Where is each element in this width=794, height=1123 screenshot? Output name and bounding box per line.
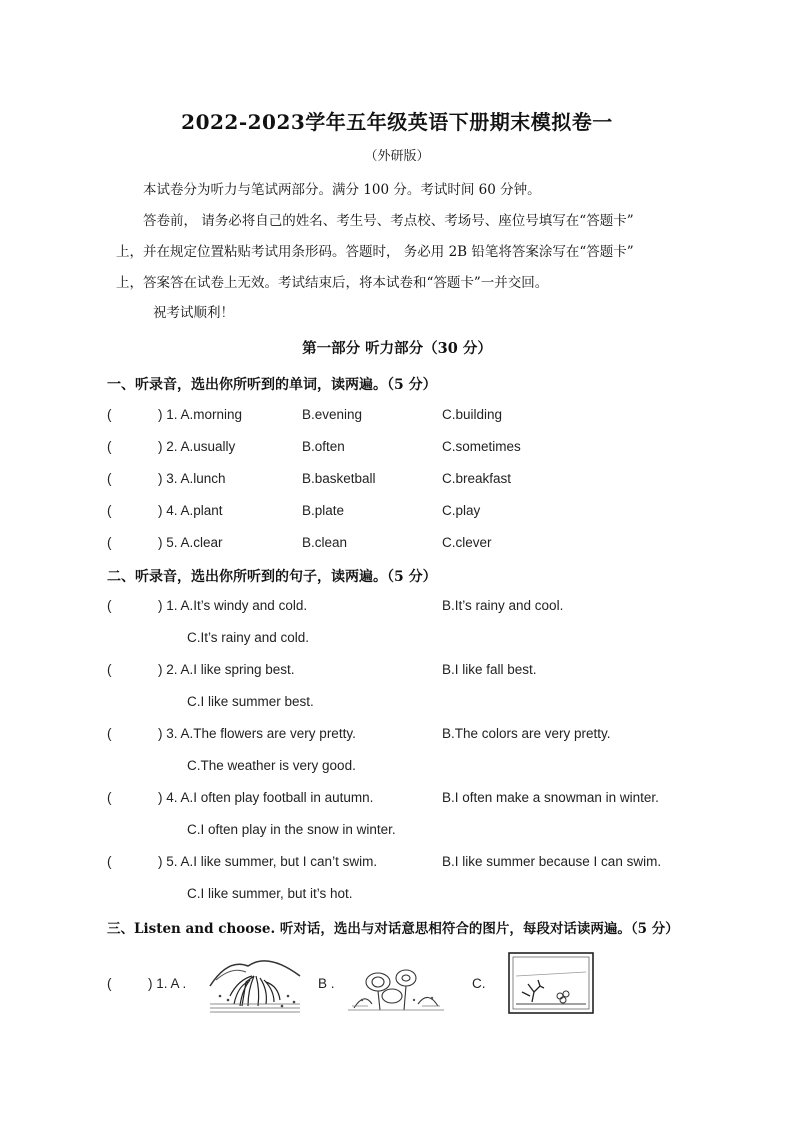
option-c: C.The weather is very good. bbox=[187, 758, 356, 773]
option-b: B.plate bbox=[302, 503, 345, 518]
option-c: C.breakfast bbox=[442, 471, 512, 486]
picture-option-b-label: B . bbox=[318, 976, 335, 991]
spring-willow-picture[interactable] bbox=[208, 946, 302, 1016]
option-c: C.building bbox=[442, 407, 503, 422]
picture-option-a-label: ) 1. A . bbox=[148, 976, 187, 991]
section-3-heading: 三、Listen and choose. 听对话，选出与对话意思相符合的图片，每段对话读两遍。（5 分） bbox=[107, 921, 679, 937]
exam-title: 2022-2023学年五年级英语下册期末模拟卷一 bbox=[181, 110, 613, 134]
option-a: ) 3. A.lunch bbox=[158, 471, 226, 486]
option-a: ) 5. A.clear bbox=[158, 535, 223, 550]
option-a: ) 4. A.I often play football in autumn. bbox=[158, 790, 374, 805]
option-b: B.I like summer because I can swim. bbox=[442, 854, 662, 869]
flowers-picture[interactable] bbox=[348, 960, 444, 1012]
answer-paren[interactable]: ( bbox=[107, 790, 112, 805]
option-b: B.I often make a snowman in winter. bbox=[442, 790, 659, 805]
answer-paren[interactable]: ( bbox=[107, 503, 112, 518]
option-a: ) 1. A.morning bbox=[158, 407, 243, 422]
section-1-heading: 一、听录音，选出你所听到的单词，读两遍。（5 分） bbox=[107, 377, 437, 393]
option-c: C.clever bbox=[442, 535, 492, 550]
option-c: C.I like summer, but it’s hot. bbox=[187, 886, 353, 901]
intro-line-3: 上，并在规定位置粘贴考试用条形码。答题时， 务必用 2B 铅笔将答案涂写在“答题卡” bbox=[116, 244, 634, 260]
answer-paren[interactable]: ( bbox=[107, 726, 112, 741]
option-c: C.I often play in the snow in winter. bbox=[187, 822, 396, 837]
option-a: ) 4. A.plant bbox=[158, 503, 223, 518]
option-b: B.clean bbox=[302, 535, 348, 550]
option-a: ) 5. A.I like summer, but I can’t swim. bbox=[158, 854, 378, 869]
answer-paren[interactable]: ( bbox=[107, 976, 112, 991]
good-luck-text: 祝考试顺利！ bbox=[153, 305, 234, 321]
answer-paren[interactable]: ( bbox=[107, 598, 112, 613]
option-c: C.It’s rainy and cold. bbox=[187, 630, 310, 645]
option-a: ) 2. A.usually bbox=[158, 439, 236, 454]
option-b: B.often bbox=[302, 439, 345, 454]
picture-option-c-label: C. bbox=[472, 976, 486, 991]
option-b: B.basketball bbox=[302, 471, 376, 486]
option-b: B.The colors are very pretty. bbox=[442, 726, 611, 741]
option-a: ) 1. A.It’s windy and cold. bbox=[158, 598, 308, 613]
edition-label: （外研版） bbox=[364, 149, 430, 164]
intro-line-1: 本试卷分为听力与笔试两部分。满分 100 分。考试时间 60 分钟。 bbox=[143, 182, 541, 198]
option-c: C.play bbox=[442, 503, 481, 518]
winter-tree-picture[interactable] bbox=[508, 952, 594, 1014]
answer-paren[interactable]: ( bbox=[107, 439, 112, 454]
part-one-heading: 第一部分 听力部分（30 分） bbox=[302, 340, 492, 357]
answer-paren[interactable]: ( bbox=[107, 407, 112, 422]
section-2-heading: 二、听录音，选出你所听到的句子，读两遍。（5 分） bbox=[107, 569, 437, 585]
answer-paren[interactable]: ( bbox=[107, 854, 112, 869]
option-c: C.I like summer best. bbox=[187, 694, 314, 709]
answer-paren[interactable]: ( bbox=[107, 471, 112, 486]
answer-paren[interactable]: ( bbox=[107, 662, 112, 677]
option-b: B.evening bbox=[302, 407, 363, 422]
answer-paren[interactable]: ( bbox=[107, 535, 112, 550]
intro-line-4: 上，答案答在试卷上无效。考试结束后，将本试卷和“答题卡”一并交回。 bbox=[116, 275, 549, 291]
intro-line-2: 答卷前， 请务必将自己的姓名、考生号、考点校、考场号、座位号填写在“答题卡” bbox=[143, 213, 634, 229]
option-c: C.sometimes bbox=[442, 439, 521, 454]
option-a: ) 2. A.I like spring best. bbox=[158, 662, 295, 677]
option-a: ) 3. A.The flowers are very pretty. bbox=[158, 726, 356, 741]
option-b: B.I like fall best. bbox=[442, 662, 537, 677]
option-b: B.It’s rainy and cool. bbox=[442, 598, 564, 613]
